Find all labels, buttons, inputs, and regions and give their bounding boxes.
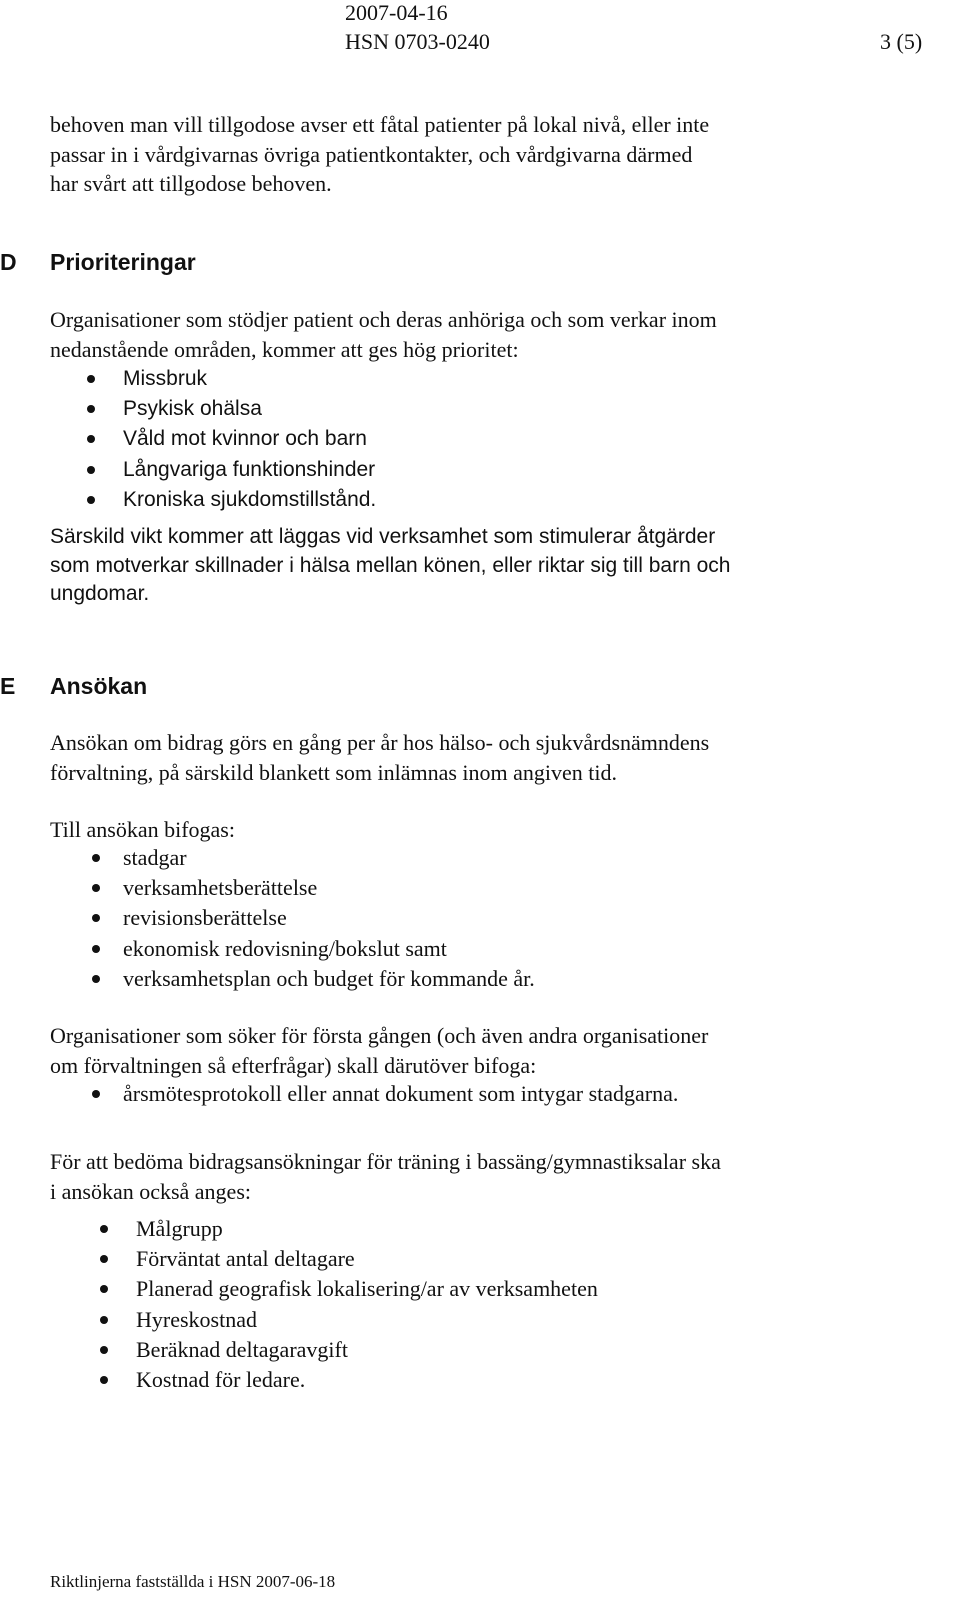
list-item-label: Långvariga funktionshinder — [123, 457, 376, 481]
document-date: 2007-04-16 — [345, 0, 448, 25]
list-item-label: verksamhetsberättelse — [123, 875, 318, 901]
text-line: ungdomar. — [50, 582, 150, 605]
list-item-label: stadgar — [123, 845, 187, 870]
first-time-paragraph — [50, 1021, 708, 1080]
bullet-icon — [87, 435, 95, 443]
bullet-icon — [87, 496, 95, 504]
list-item-label: ekonomisk redovisning/bokslut samt — [123, 935, 447, 961]
text-line: Organisationer som stödjer patient och deras anhöriga och som verkar inom — [50, 307, 717, 332]
list-item-label: Våld mot kvinnor och barn — [123, 427, 367, 451]
bullet-icon — [100, 1225, 108, 1233]
list-item-label: Planerad geografisk lokalisering/ar av verksamheten — [136, 1276, 598, 1302]
text-line: som motverkar skillnader i hälsa mellan könen, eller riktar sig till barn och — [50, 553, 731, 577]
bullet-icon — [100, 1376, 108, 1384]
text-line: om förvaltningen så efterfrågar) skall därutöver bifoga: — [50, 1052, 537, 1078]
text-line: i ansökan också anges: — [50, 1178, 251, 1204]
section-letter: D — [0, 249, 17, 275]
section-title: Ansökan — [50, 673, 148, 699]
text-line: Till ansökan bifogas: — [50, 817, 235, 842]
list-item-label: Hyreskostnad — [136, 1306, 257, 1332]
bullet-icon — [87, 405, 95, 413]
priority-intro-paragraph — [50, 305, 717, 364]
list-item-label: Förväntat antal deltagare — [136, 1246, 355, 1272]
section-title: Prioriteringar — [50, 249, 196, 275]
text-line: För att bedöma bidragsansökningar för träning i bassäng/gymnastiksalar ska — [50, 1149, 721, 1174]
bullet-icon — [87, 375, 95, 383]
bullet-icon — [92, 884, 100, 892]
bullet-icon — [92, 975, 100, 983]
bullet-icon — [100, 1285, 108, 1293]
bullet-icon — [87, 466, 95, 474]
page-number: 3 (5) — [880, 29, 923, 54]
list-item-label: Beräknad deltagaravgift — [136, 1336, 348, 1362]
footer-note: Riktlinjerna fastställda i HSN 2007-06-18 — [50, 1572, 336, 1591]
bullet-icon — [100, 1316, 108, 1324]
application-intro-paragraph — [50, 728, 709, 787]
list-item-label: Målgrupp — [136, 1216, 223, 1241]
attachments-intro — [50, 815, 235, 845]
text-line: Organisationer som söker för första gången (och även andra organisationer — [50, 1023, 709, 1048]
bullet-icon — [92, 854, 100, 862]
list-item-label: Kroniska sjukdomstillstånd. — [123, 487, 377, 511]
list-item-label: Psykisk ohälsa — [123, 397, 262, 421]
document-reference: HSN 0703-0240 — [345, 29, 490, 54]
text-line: förvaltning, på särskild blankett som inlämnas inom angiven tid. — [50, 759, 618, 785]
text-line: Särskild vikt kommer att läggas vid verksamhet som stimulerar åtgärder — [50, 525, 716, 548]
bullet-icon — [92, 914, 100, 922]
priority-closing-paragraph — [50, 523, 730, 609]
list-item-label: revisionsberättelse — [123, 905, 287, 931]
bullet-icon — [92, 945, 100, 953]
training-paragraph — [50, 1147, 721, 1206]
list-item-label: årsmötesprotokoll eller annat dokument som intygar stadgarna. — [123, 1081, 679, 1106]
text-line: behoven man vill tillgodose avser ett fåtal patienter på lokal nivå, eller inte — [50, 112, 710, 137]
list-item-label: Missbruk — [123, 367, 208, 390]
text-line: nedanstående områden, kommer att ges hög prioritet: — [50, 336, 519, 362]
bullet-icon — [100, 1346, 108, 1354]
bullet-icon — [100, 1255, 108, 1263]
text-line: passar in i vårdgivarnas övriga patientkontakter, och vårdgivarna därmed — [50, 141, 693, 167]
list-item-label: verksamhetsplan och budget för kommande år. — [123, 965, 535, 991]
section-letter: E — [0, 673, 16, 699]
intro-paragraph — [50, 110, 709, 199]
text-line: har svårt att tillgodose behoven. — [50, 171, 332, 196]
list-item-label: Kostnad för ledare. — [136, 1366, 306, 1392]
bullet-icon — [92, 1090, 100, 1098]
text-line: Ansökan om bidrag görs en gång per år hos hälso- och sjukvårdsnämndens — [50, 730, 710, 755]
